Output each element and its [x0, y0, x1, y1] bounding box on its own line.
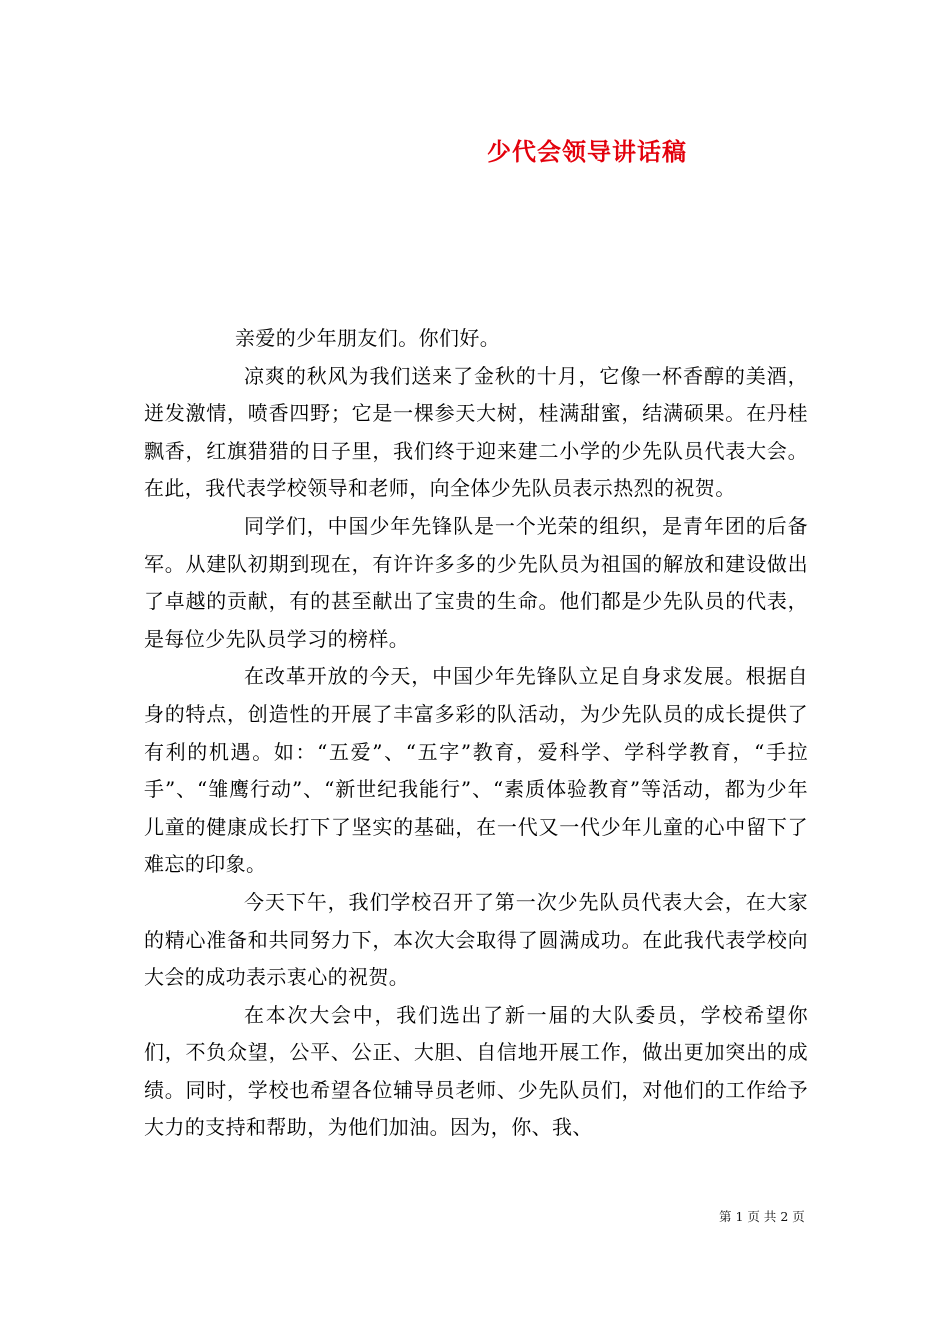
paragraph: 在本次大会中，我们选出了新一届的大队委员，学校希望你们，不负众望，公平、公正、大胆、自信地开展工作，做出更加突出的成绩。同时，学校也希望各位辅导员老师、少先队员们，对他们的工作给予大力的支持和帮助，为他们加油。因为，你、我、 [144, 1002, 808, 1140]
page-number-footer: 第 1 页 共 2 页 [719, 1209, 805, 1224]
document-body [144, 320, 808, 1147]
paragraph: 今天下午，我们学校召开了第一次少先队员代表大会，在大家的精心准备和共同努力下，本次大会取得了圆满成功。在此我代表学校向大会的成功表示衷心的祝贺。 [144, 889, 808, 990]
greeting-line: 亲爱的少年朋友们。你们好。 [235, 326, 501, 350]
document-title: 少代会领导讲话稿 [487, 137, 687, 166]
paragraph: 同学们，中国少年先锋队是一个光荣的组织，是青年团的后备军。从建队初期到现在，有许许多多的少先队员为祖国的解放和建设做出了卓越的贡献，有的甚至献出了宝贵的生命。他们都是少先队员的代表，是每位少先队员学习的榜样。 [144, 513, 808, 651]
paragraph: 凉爽的秋风为我们送来了金秋的十月，它像一杯香醇的美酒，迸发激情，喷香四野；它是一棵参天大树，桂满甜蜜，结满硕果。在丹桂飘香，红旗猎猎的日子里，我们终于迎来建二小学的少先队员代表大会。在此，我代表学校领导和老师，向全体少先队员表示热烈的祝贺。 [144, 363, 808, 501]
paragraph: 在改革开放的今天，中国少年先锋队立足自身求发展。根据自身的特点，创造性的开展了丰富多彩的队活动，为少先队员的成长提供了有利的机遇。如：“五爱”、“五字”教育，爱科学、学科学教育，“手拉手”、“雏鹰行动”、“新世纪我能行”、“素质体验教育”等活动，都为少年儿童的健康成长打下了坚实的基础，在一代又一代少年儿童的心中留下了难忘的印象。 [144, 664, 808, 877]
